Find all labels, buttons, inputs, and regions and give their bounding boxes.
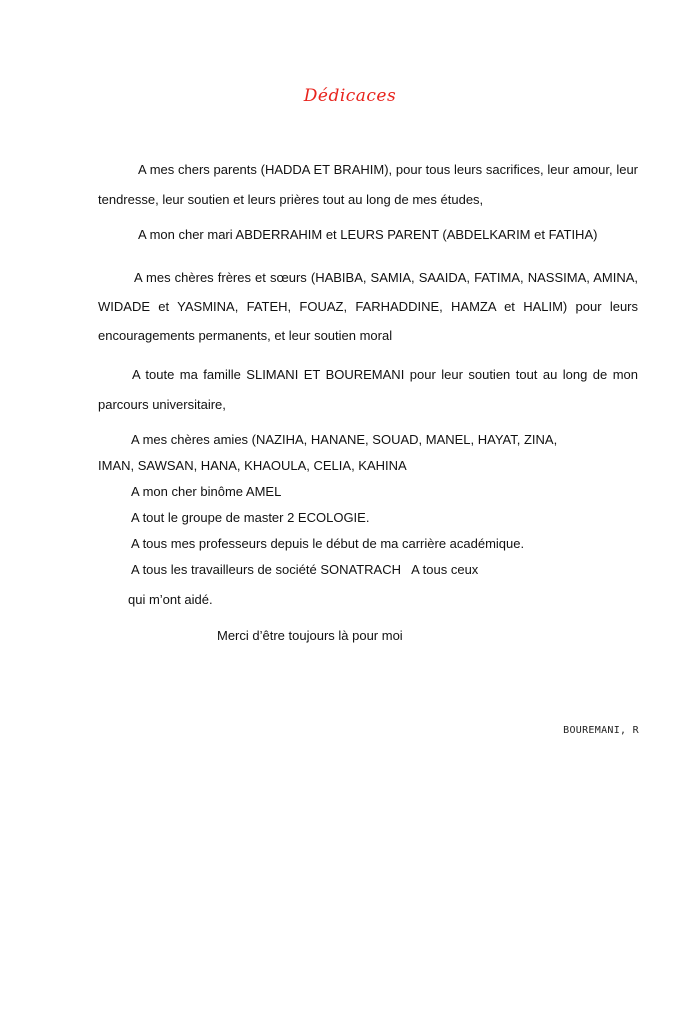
dedication-family: A toute ma famille SLIMANI ET BOUREMANI pour leur soutien tout au long de mon parcours universitaire, [98, 367, 638, 412]
closing-thanks: Merci d’être toujours là pour moi [217, 628, 403, 643]
dedication-parents: A mes chers parents (HADDA ET BRAHIM), pour tous leurs sacrifices, leur amour, leur tendresse, leur soutien et leurs prières tout au long de mes études, [98, 162, 638, 207]
dedication-sonatrach: A tous les travailleurs de société SONATRACH A tous ceux [131, 562, 479, 577]
dedication-helpers: qui m’ont aidé. [128, 592, 213, 607]
dedication-friends-line2: IMAN, SAWSAN, HANA, KHAOULA, CELIA, KAHINA [98, 458, 407, 473]
dedication-friends-line1: A mes chères amies (NAZIHA, HANANE, SOUAD, MANEL, HAYAT, ZINA, [131, 432, 558, 447]
dedication-master-group: A tout le groupe de master 2 ECOLOGIE. [131, 510, 370, 525]
dedication-husband: A mon cher mari ABDERRAHIM et LEURS PARENT (ABDELKARIM et FATIHA) [138, 227, 598, 242]
page-title: Dédicaces [303, 86, 397, 106]
dedication-professors: A tous mes professeurs depuis le début de ma carrière académique. [131, 536, 525, 551]
dedication-binome: A mon cher binôme AMEL [131, 484, 282, 499]
dedication-siblings: A mes chères frères et sœurs (HABIBA, SAMIA, SAAIDA, FATIMA, NASSIMA, AMINA, WIDADE et YASMINA, FATEH, FOUAZ, FARHADDINE, HAMZA et HALIM) pour leurs encouragements permanents, et leur soutien moral [98, 270, 638, 343]
author-signature: BOUREMANI, R [563, 725, 639, 736]
